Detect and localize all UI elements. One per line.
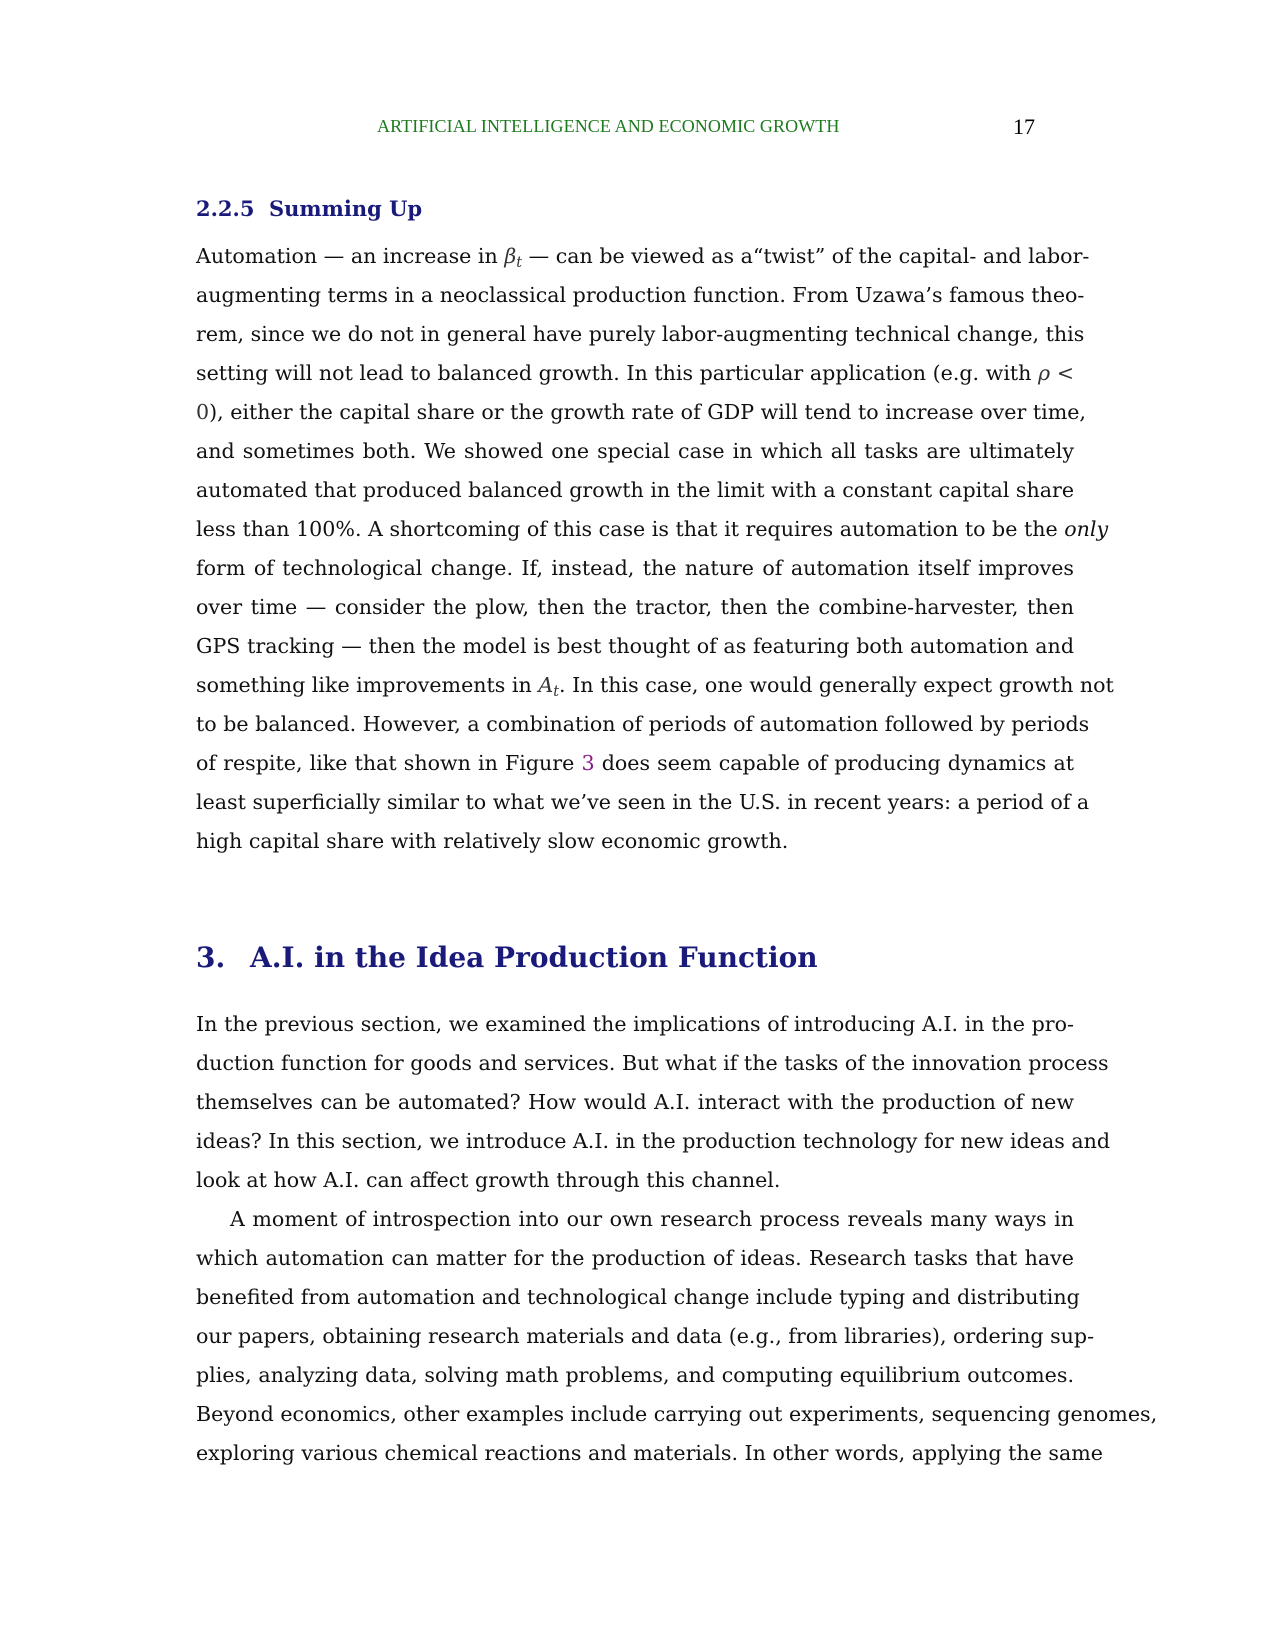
running-head-title: ARTIFICIAL INTELLIGENCE AND ECONOMIC GROWTH [377,116,840,136]
math-A: $A_t$ [538,673,559,700]
text-span: setting will not lead to balanced growth. In this particular application (e.g. with [196,361,1032,385]
paragraph-line: our papers, obtaining research materials and data (e.g., from libraries), ordering sup- [196,1324,1095,1348]
paragraph-line: high capital share with relatively slow economic growth. [196,829,789,853]
section-heading [196,941,818,974]
paragraph-line: themselves can be automated? How would A.I. interact with the production of new [196,1090,1074,1114]
paragraph-line: duction function for goods and services. But what if the tasks of the innovation process [196,1051,1109,1075]
section-title: A.I. in the Idea Production Function [250,941,818,974]
math-beta: $\beta_t$ [504,244,523,271]
paragraph-line: form of technological change. If, instead, the nature of automation itself improves [196,556,1074,580]
paragraph-line: Beyond economics, other examples include carrying out experiments, sequencing genomes, [196,1402,1158,1426]
paragraph-line: GPS tracking — then the model is best thought of as featuring both automation and [196,634,1074,658]
text-span: less than 100%. A shortcoming of this case is that it requires automation to be the [196,517,1058,541]
paragraph-line [196,359,1074,387]
figure-reference-link[interactable]: 3 [581,751,595,775]
text-span: . In this case, one would generally expect growth not [558,673,1114,697]
paragraph-line [196,749,1074,777]
text-span: Automation — an increase in [196,244,498,268]
paragraph-line [196,671,1114,706]
paragraph-line: which automation can matter for the production of ideas. Research tasks that have [196,1246,1074,1270]
paragraph-line [196,242,1090,277]
paragraph-line: In the previous section, we examined the implications of introducing A.I. in the pro- [196,1012,1074,1036]
math-zero: 0 [196,400,210,424]
paragraph-line: plies, analyzing data, solving math problems, and computing equilibrium outcomes. [196,1363,1074,1387]
paragraph-line: look at how A.I. can affect growth through this channel. [196,1168,781,1192]
section-number: 3. [196,941,226,974]
paragraph-line [196,398,1086,426]
paragraph-line: benefited from automation and technological change include typing and distributing [196,1285,1080,1309]
paragraph-line: to be balanced. However, a combination of periods of automation followed by periods [196,712,1090,736]
paragraph-line: automated that produced balanced growth in the limit with a constant capital share [196,478,1075,502]
paragraph-line: over time — consider the plow, then the tractor, then the combine-harvester, then [196,595,1074,619]
math-rho: ρ < [1038,361,1074,385]
paragraph-line: augmenting terms in a neoclassical production function. From Uzawa’s famous theo- [196,283,1085,307]
page-number: 17 [1013,114,1035,139]
subsection-number: 2.2.5 [196,196,255,221]
paragraph-line: least superficially similar to what we’ve seen in the U.S. in recent years: a period of a [196,790,1090,814]
text-span: something like improvements in [196,673,532,697]
text-span: does seem capable of producing dynamics at [601,751,1075,775]
text-span: — can be viewed as a“twist” of the capital- and labor- [528,244,1090,268]
paragraph-line: A moment of introspection into our own research process reveals many ways in [230,1207,1074,1231]
text-span: of respite, like that shown in Figure [196,751,575,775]
emphasis-text: only [1064,517,1109,541]
paragraph-line: ideas? In this section, we introduce A.I. in the production technology for new ideas and [196,1129,1111,1153]
subsection-title: Summing Up [269,196,423,221]
subsection-heading [196,196,422,221]
paragraph-line: and sometimes both. We showed one special case in which all tasks are ultimately [196,439,1074,463]
paragraph-line [196,515,1109,543]
paragraph-line: exploring various chemical reactions and materials. In other words, applying the same [196,1441,1103,1465]
paragraph-line: rem, since we do not in general have purely labor-augmenting technical change, this [196,322,1085,346]
text-span: ), either the capital share or the growth rate of GDP will tend to increase over time, [209,400,1086,424]
